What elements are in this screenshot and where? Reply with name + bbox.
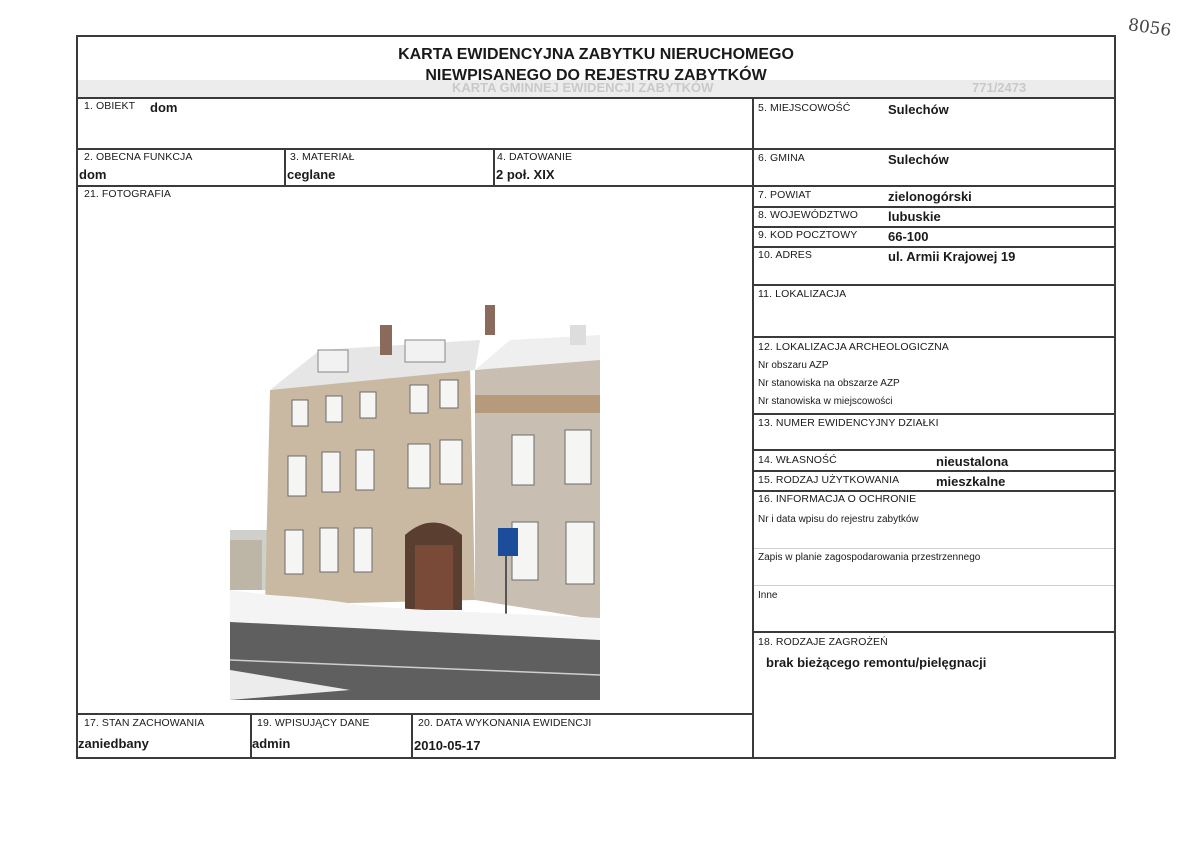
label-lokalizacja: 11. LOKALIZACJA [758, 288, 847, 300]
label-fotografia: 21. FOTOGRAFIA [84, 188, 171, 200]
value-data: 2010-05-17 [414, 738, 481, 753]
row2-divider-left [76, 185, 754, 187]
ghost-number: 771/2473 [972, 80, 1027, 95]
label-wlasnosc: 14. WŁASNOŚĆ [758, 454, 837, 466]
right-divider-gmina [752, 185, 1116, 187]
value-funkcja: dom [79, 167, 107, 182]
label-gmina: 6. GMINA [758, 152, 805, 164]
label-dzialka: 13. NUMER EWIDENCYJNY DZIAŁKI [758, 417, 939, 429]
value-zagrozenia: brak bieżącego remontu/pielęgnacji [766, 655, 987, 670]
right-divider-dzialka [752, 449, 1116, 451]
row2-vdivider-2 [493, 148, 495, 185]
sub-nr-azp: Nr obszaru AZP [758, 360, 829, 371]
row1-divider-right [752, 148, 1116, 150]
building-photo [230, 300, 600, 700]
ochrona-subline-1 [754, 548, 1114, 549]
value-uzytkowanie: mieszkalne [936, 474, 1006, 489]
sub-nr-stan-azp: Nr stanowiska na obszarze AZP [758, 378, 900, 389]
label-datowanie: 4. DATOWANIE [497, 151, 573, 163]
label-wpisujacy: 19. WPISUJĄCY DANE [257, 717, 370, 729]
main-column-divider [752, 97, 754, 759]
right-divider-woj [752, 226, 1116, 228]
sub-nr-stan-miejsc: Nr stanowiska w miejscowości [758, 396, 893, 407]
label-material: 3. MATERIAŁ [290, 151, 355, 163]
label-zagrozenia: 18. RODZAJE ZAGROŻEŃ [758, 636, 888, 648]
value-adres: ul. Armii Krajowej 19 [888, 249, 1016, 264]
sub-plan: Zapis w planie zagospodarowania przestrzennego [758, 552, 981, 563]
sub-rejestr: Nr i data wpisu do rejestru zabytków [758, 514, 919, 525]
label-funkcja: 2. OBECNA FUNKCJA [84, 151, 193, 163]
right-divider-uzytkowanie [752, 490, 1116, 492]
corner-number-mark: 8056 [1126, 15, 1173, 41]
label-wojewodztwo: 8. WOJEWÓDZTWO [758, 209, 858, 221]
right-divider-kod [752, 246, 1116, 248]
label-adres: 10. ADRES [758, 249, 813, 261]
right-divider-powiat [752, 206, 1116, 208]
form-title-line1: KARTA EWIDENCYJNA ZABYTKU NIERUCHOMEGO [398, 46, 794, 63]
form-title-line2: NIEWPISANEGO DO REJESTRU ZABYTKÓW [425, 67, 767, 84]
right-divider-ochrona [752, 631, 1116, 633]
label-data: 20. DATA WYKONANIA EWIDENCJI [418, 717, 592, 729]
row1-divider-left [76, 148, 754, 150]
label-ochrona: 16. INFORMACJA O OCHRONIE [758, 493, 917, 505]
value-wlasnosc: nieustalona [936, 454, 1009, 469]
label-obiekt: 1. OBIEKT [84, 100, 136, 112]
right-divider-adres [752, 284, 1116, 286]
label-powiat: 7. POWIAT [758, 189, 812, 201]
right-divider-lokalizacja [752, 336, 1116, 338]
value-gmina: Sulechów [888, 152, 949, 167]
value-stan: zaniedbany [78, 736, 149, 751]
bottom-vdivider-2 [411, 713, 413, 759]
value-powiat: zielonogórski [888, 189, 972, 204]
value-obiekt: dom [150, 100, 178, 115]
label-kod: 9. KOD POCZTOWY [758, 229, 858, 241]
value-wojewodztwo: lubuskie [888, 209, 941, 224]
value-material: ceglane [287, 167, 336, 182]
ochrona-subline-2 [754, 585, 1114, 586]
right-divider-wlasnosc [752, 470, 1116, 472]
value-wpisujacy: admin [252, 736, 291, 751]
header-divider [76, 97, 1116, 99]
value-miejscowosc: Sulechów [888, 102, 949, 117]
value-kod: 66-100 [888, 229, 929, 244]
right-divider-archeo [752, 413, 1116, 415]
photo-bottom-divider [76, 713, 754, 715]
label-miejscowosc: 5. MIEJSCOWOŚĆ [758, 102, 851, 114]
label-uzytkowanie: 15. RODZAJ UŻYTKOWANIA [758, 474, 900, 486]
label-stan: 17. STAN ZACHOWANIA [84, 717, 205, 729]
row2-vdivider-1 [284, 148, 286, 185]
ghost-title: KARTA GMINNEJ EWIDENCJI ZABYTKÓW [452, 80, 714, 95]
value-datowanie: 2 poł. XIX [496, 167, 555, 182]
label-archeo: 12. LOKALIZACJA ARCHEOLOGICZNA [758, 341, 949, 353]
sub-inne: Inne [758, 590, 778, 601]
